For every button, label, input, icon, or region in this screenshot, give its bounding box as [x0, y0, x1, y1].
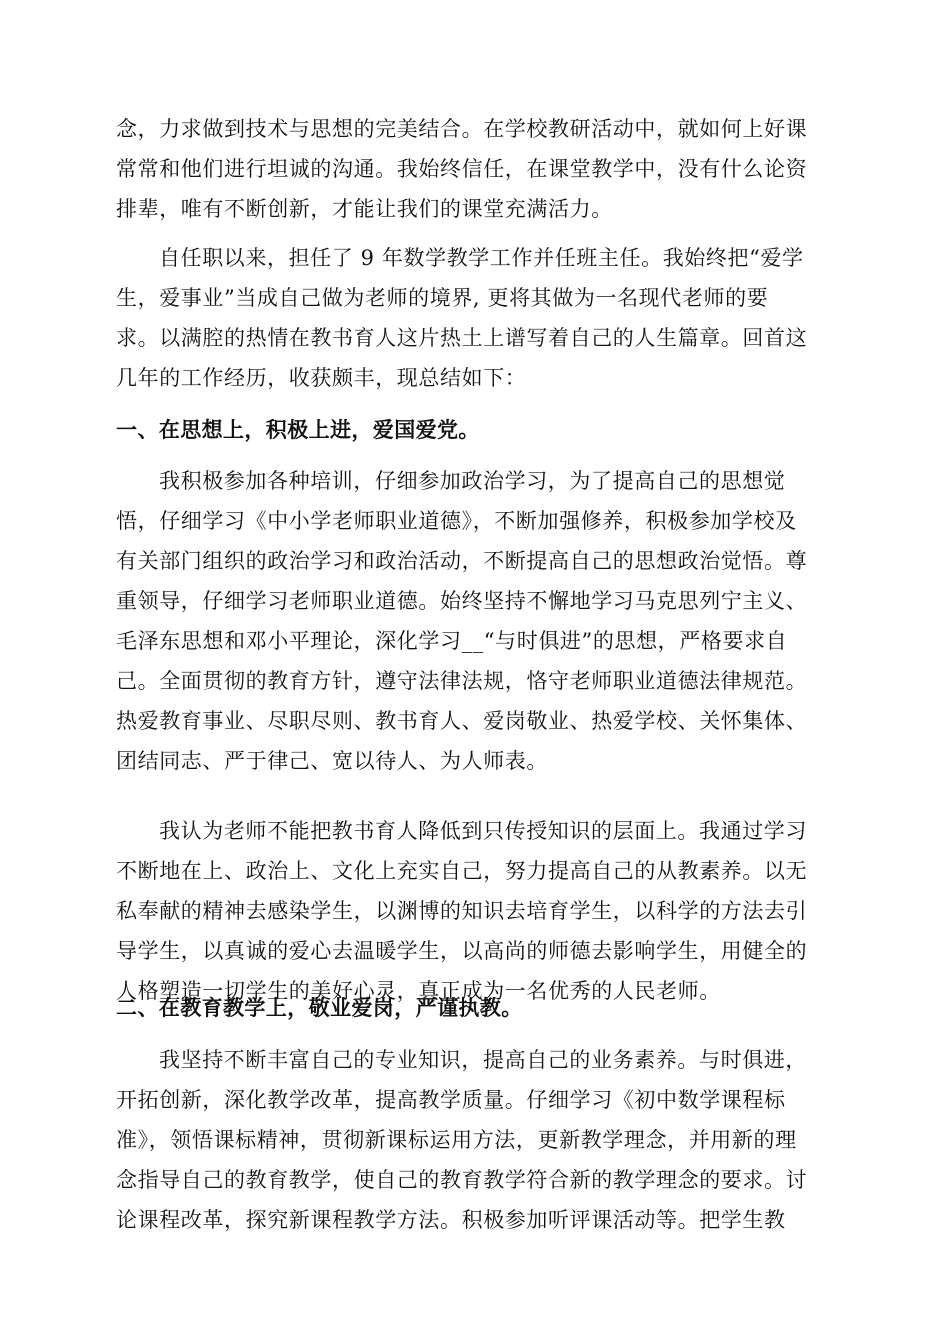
paragraph-4 [116, 1040, 836, 1240]
paragraph-line: 开拓创新，深化教学改革，提高教学质量。仔细学习《初中数学课程标 [116, 1088, 786, 1112]
paragraph-line: 求。以满腔的热情在教书育人这片热土上谱写着自己的人生篇章。回首这 [116, 326, 808, 350]
paragraph-2 [116, 461, 836, 781]
paragraph-line: 我积极参加各种培训，仔细参加政治学习，为了提高自己的思想觉 [159, 469, 786, 493]
paragraph-line: 不断地在上、政治上、文化上充实自己，努力提高自己的从教素养。以无 [116, 859, 808, 883]
paragraph-line: 几年的工作经历，收获颇丰，现总结如下： [116, 366, 527, 390]
paragraph-line: 毛泽东思想和邓小平理论，深化学习__“与时俱进”的思想，严格要求自 [116, 629, 788, 653]
paragraph-line: 排辈，唯有不断创新，才能让我们的课堂充满活力。 [116, 197, 613, 221]
paragraph-3 [116, 811, 836, 1011]
paragraph-line: 我认为老师不能把教书育人降低到只传授知识的层面上。我通过学习 [159, 819, 807, 843]
paragraph-line: 念指导自己的教育教学，使自己的教育教学符合新的教学理念的要求。讨 [116, 1168, 808, 1192]
paragraph-1 [116, 238, 836, 398]
paragraph-line: 念，力求做到技术与思想的完美结合。在学校教研活动中，就如何上好课 [116, 117, 808, 141]
paragraph-0 [116, 109, 836, 229]
paragraph-line: 论课程改革，探究新课程教学方法。积极参加听评课活动等。把学生教 [116, 1208, 786, 1232]
section-heading-2: 二、在教育教学上，敬业爱岗，严谨执教。 [116, 996, 523, 1020]
paragraph-line: 导学生，以真诚的爱心去温暖学生，以高尚的师德去影响学生，用健全的 [116, 939, 808, 963]
paragraph-line: 自任职以来，担任了 9 年数学教学工作并任班主任。我始终把“爱学 [159, 246, 804, 270]
paragraph-line: 团结同志、严于律己、宽以待人、为人师表。 [116, 749, 548, 773]
paragraph-line: 我坚持不断丰富自己的专业知识，提高自己的业务素养。与时俱进， [159, 1048, 807, 1072]
section-heading-1: 一、在思想上，积极上进，爱国爱党。 [116, 418, 480, 442]
paragraph-line: 人格塑造一切学生的美好心灵，真正成为一名优秀的人民老师。 [116, 979, 721, 1003]
paragraph-line: 常常和他们进行坦诚的沟通。我始终信任，在课堂教学中，没有什么论资 [116, 157, 808, 181]
paragraph-line: 己。全面贯彻的教育方针，遵守法律法规，恪守老师职业道德法律规范。 [116, 669, 808, 693]
paragraph-line: 热爱教育事业、尽职尽则、教书育人、爱岗敬业、热爱学校、关怀集体、 [116, 709, 808, 733]
paragraph-line: 准》，领悟课标精神，贯彻新课标运用方法，更新教学理念，并用新的理 [116, 1128, 797, 1152]
paragraph-line: 重领导，仔细学习老师职业道德。始终坚持不懈地学习马克思列宁主义、 [116, 589, 808, 613]
paragraph-line: 悟，仔细学习《中小学老师职业道德》，不断加强修养，积极参加学校及 [116, 509, 797, 533]
paragraph-line: 生，爱事业”当成自己做为老师的境界, 更将其做为一名现代老师的要 [116, 286, 769, 310]
paragraph-line: 有关部门组织的政治学习和政治活动，不断提高自己的思想政治觉悟。尊 [116, 549, 808, 573]
paragraph-line: 私奉献的精神去感染学生，以渊博的知识去培育学生，以科学的方法去引 [116, 899, 808, 923]
